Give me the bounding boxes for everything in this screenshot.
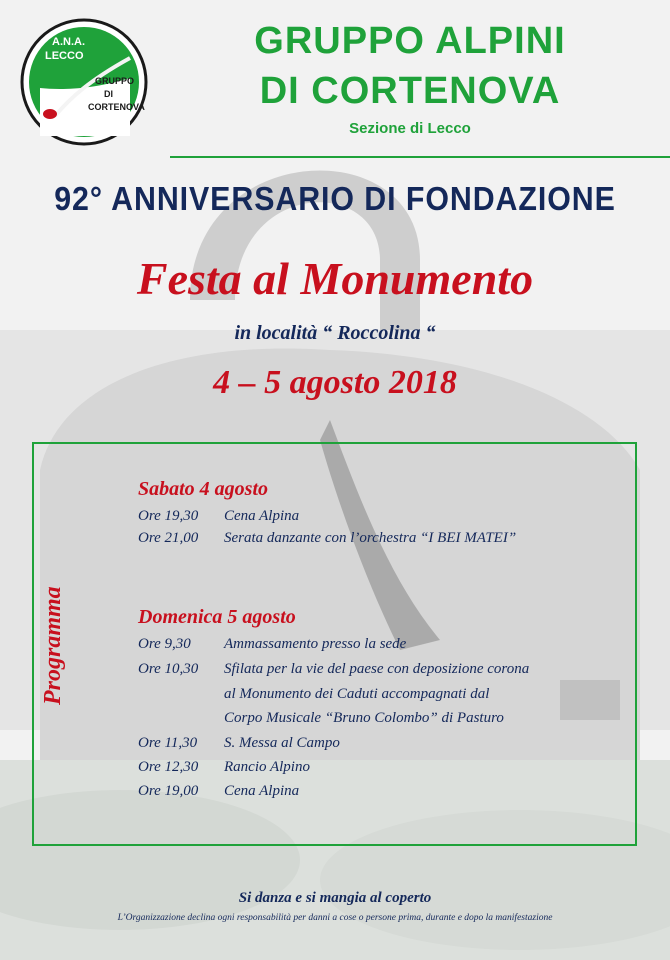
footer-note: Si danza e si mangia al coperto [238,890,432,906]
program-time: Ore 21,00 [138,530,199,546]
anniversary-heading: 92° ANNIVERSARIO DI FONDAZIONE [54,180,616,217]
logo-group-text-1: GRUPPO [95,76,135,86]
section-subtitle: Sezione di Lecco [349,120,471,137]
program-text: Cena Alpina [224,783,300,799]
program-time: Ore 19,30 [138,508,199,524]
logo-ana-text: A.N.A. [52,36,85,48]
logo-lecco-text: LECCO [45,50,84,62]
program-time: Ore 9,30 [138,636,191,652]
program-time: Ore 11,30 [138,735,198,751]
program-text: Cena Alpina [224,508,300,524]
event-name: Festa al Monumento [136,253,534,304]
group-title-line1: GRUPPO ALPINI [254,20,566,62]
logo-group-text-3: CORTENOVA [88,102,145,112]
event-location: in località “ Roccolina “ [234,322,436,344]
program-continuation: Corpo Musicale “Bruno Colombo” di Pasturo [224,710,504,726]
program-time: Ore 12,30 [138,759,199,775]
program-text: Rancio Alpino [224,759,310,775]
header-divider [170,156,670,158]
program-time: Ore 19,00 [138,783,199,799]
day-title-sunday: Domenica 5 agosto [138,606,296,628]
footer-disclaimer: L’Organizzazione declina ogni responsabilità per danni a cose o persone prima, durante e dopo la manifestazione [117,913,553,923]
event-dates: 4 – 5 agosto 2018 [213,364,457,401]
program-row [138,661,529,678]
logo-group-text-2: DI [104,89,113,99]
program-continuation: al Monumento dei Caduti accompagnati dal [224,686,490,702]
group-title-line2: DI CORTENOVA [259,70,561,112]
program-text: Sfilata per la vie del paese con deposizione corona [224,661,530,677]
program-text: S. Messa al Campo [224,735,340,751]
program-row [138,530,516,547]
program-label: Programma [40,586,66,705]
program-time: Ore 10,30 [138,661,199,677]
program-row [138,759,310,776]
program-row [138,508,299,525]
program-text: Ammassamento presso la sede [224,636,407,652]
program-row [138,735,340,752]
program-row [138,636,406,653]
day-title-saturday: Sabato 4 agosto [138,478,269,500]
program-text: Serata danzante con l’orchestra “I BEI MATEI” [224,530,517,546]
program-row [138,783,299,800]
